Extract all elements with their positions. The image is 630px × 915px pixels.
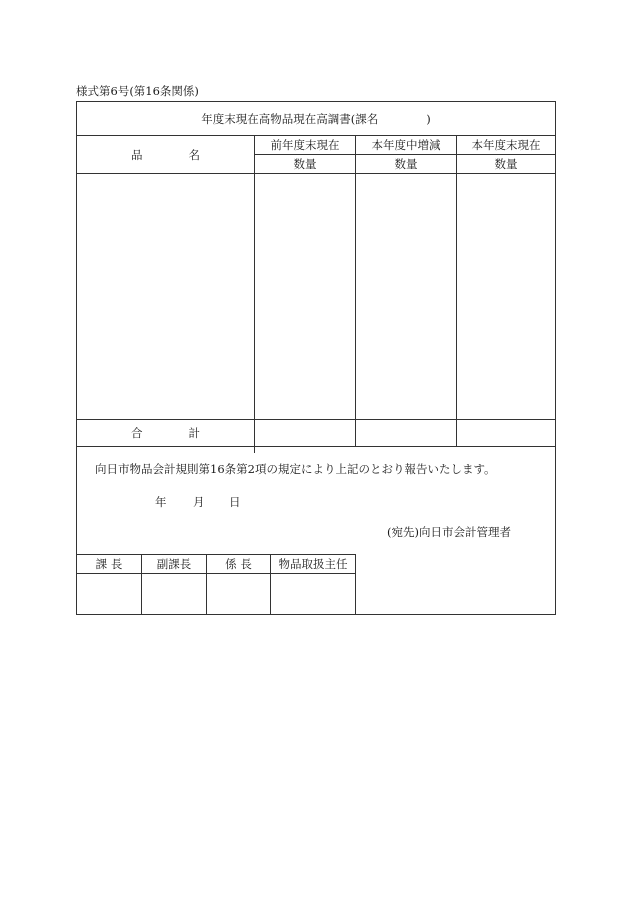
prev-year-quantity-header: 数量 — [293, 157, 317, 171]
change-quantity-header: 数量 — [394, 157, 418, 171]
date-day-label: 日 — [229, 495, 241, 509]
subsection-chief-header: 係 長 — [225, 557, 252, 571]
date-month-label: 月 — [193, 495, 205, 509]
subsection-chief-stamp-cell[interactable] — [207, 574, 270, 614]
section-chief-stamp-cell[interactable] — [77, 574, 141, 614]
this-year-quantity-header: 数量 — [494, 157, 518, 171]
this-year-change-header: 本年度中増減 — [371, 138, 441, 152]
report-statement: 向日市物品会計規則第16条第2項の規定により上記のとおり報告いたします。 — [95, 462, 496, 476]
report-title-text: 年度末現在高物品現在高調書(課名 — [201, 111, 379, 126]
total-label-char-1: 合 — [131, 426, 143, 440]
total-label-char-2: 計 — [188, 426, 200, 440]
form-number-label: 様式第6号(第16条関係) — [76, 84, 199, 98]
item-name-entry-area[interactable] — [77, 174, 254, 419]
goods-handler-stamp-cell[interactable] — [271, 574, 355, 614]
prev-year-end-header: 前年度末現在 — [270, 138, 340, 152]
date-year-label: 年 — [155, 495, 167, 509]
section-chief-header: 課 長 — [95, 557, 123, 571]
report-title — [77, 102, 555, 135]
goods-handler-header: 物品取扱主任 — [278, 557, 348, 571]
change-total-cell[interactable] — [356, 420, 456, 446]
total-label — [77, 420, 254, 446]
this-year-end-header: 本年度末現在 — [471, 138, 541, 152]
report-title-close: ) — [426, 111, 431, 126]
report-form-frame — [76, 101, 556, 615]
item-name-header — [77, 136, 254, 174]
item-name-header-char-2: 名 — [188, 148, 200, 162]
change-quantity-entry-area[interactable] — [356, 174, 456, 419]
item-name-header-char-1: 品 — [131, 148, 143, 162]
this-year-total-cell[interactable] — [457, 420, 555, 446]
prev-year-total-cell[interactable] — [255, 420, 355, 446]
deputy-chief-header: 副課長 — [156, 557, 192, 571]
addressee: (宛先)向日市会計管理者 — [387, 525, 511, 539]
prev-year-quantity-entry-area[interactable] — [255, 174, 355, 419]
this-year-quantity-entry-area[interactable] — [457, 174, 555, 419]
deputy-chief-stamp-cell[interactable] — [142, 574, 206, 614]
